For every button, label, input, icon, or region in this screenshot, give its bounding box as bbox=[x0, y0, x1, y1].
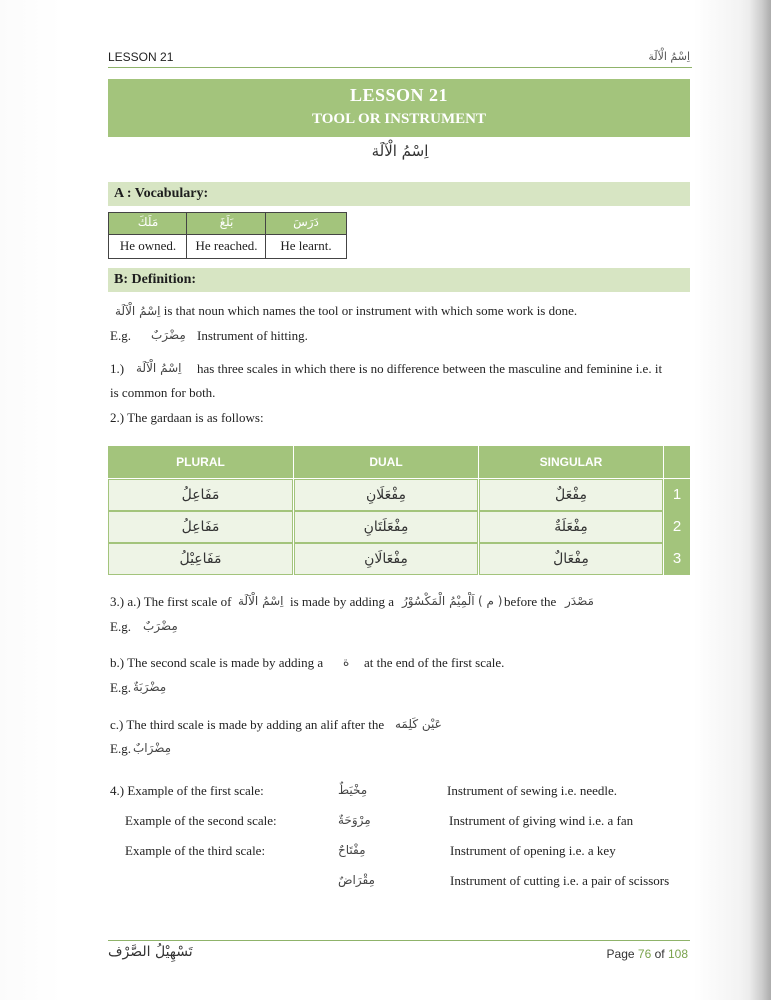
rule-3a-before: before the bbox=[504, 594, 557, 609]
row-2-singular: مِفْعَلَةٌ bbox=[479, 511, 663, 543]
row-2-number: 2 bbox=[664, 511, 690, 543]
footer-book-title: تَسْهِيْلُ الصَّرْف bbox=[108, 944, 193, 960]
col-header-singular: SINGULAR bbox=[479, 446, 663, 478]
definition-arabic: اِسْمُ الْآلَة bbox=[115, 304, 161, 318]
example-2-meaning: Instrument of giving wind i.e. a fan bbox=[449, 813, 634, 828]
rule-3b-eg-label: E.g. bbox=[110, 680, 131, 695]
page-number: 76 bbox=[637, 947, 652, 961]
row-2-dual: مِفْعَلَتَانِ bbox=[294, 511, 478, 543]
footer-rule bbox=[108, 940, 690, 941]
banner-subtitle: TOOL OR INSTRUMENT bbox=[312, 111, 486, 127]
row-3-dual: مِفْعَالَانِ bbox=[294, 543, 478, 575]
rule-3a-mid: is made by adding a bbox=[290, 594, 394, 609]
eg-arabic: مِضْرَبٌ bbox=[151, 328, 186, 342]
rule-3b-text: b.) The second scale is made by adding a bbox=[110, 655, 324, 670]
vocab-arabic-2: بَلَغَ bbox=[219, 215, 234, 229]
row-1-singular: مِفْعَلٌ bbox=[479, 479, 663, 511]
definition-text: is that noun which names the tool or instrument with which some work is done. bbox=[163, 303, 578, 318]
banner-arabic-title: اِسْمُ الْآلَة bbox=[371, 142, 429, 160]
page-of-word: of bbox=[654, 947, 665, 961]
row-3-singular: مِفْعَالٌ bbox=[479, 543, 663, 575]
row-2-plural: مَفَاعِلُ bbox=[108, 511, 293, 543]
gardaan-table bbox=[108, 446, 690, 576]
point-1-label: 1.) bbox=[110, 361, 125, 376]
row-3-plural: مَفَاعِيْلُ bbox=[108, 543, 293, 575]
col-header-number bbox=[664, 446, 690, 478]
example-3-meaning: Instrument of opening i.e. a key bbox=[450, 843, 616, 858]
row-3-number: 3 bbox=[664, 543, 690, 575]
example-1-arabic: مِخْيَطٌ bbox=[338, 783, 368, 797]
point-1-text-cont: is common for both. bbox=[110, 385, 216, 400]
section-b-heading: B: Definition: bbox=[114, 272, 197, 287]
running-head-lesson: LESSON 21 bbox=[108, 50, 174, 64]
section-b-bar bbox=[108, 268, 690, 292]
example-3-arabic: مِفْتَاحٌ bbox=[338, 843, 366, 857]
rule-3c-arabic: عَيْن كَلِمَه bbox=[395, 717, 442, 731]
rule-3b-text-end: at the end of the first scale. bbox=[364, 655, 505, 670]
rule-3a-eg-label: E.g. bbox=[110, 619, 131, 634]
vocab-divider bbox=[109, 234, 346, 235]
col-header-plural: PLURAL bbox=[108, 446, 293, 478]
rule-3a-arabic-letter: ( م ) bbox=[478, 594, 503, 608]
section-a-bar bbox=[108, 182, 690, 206]
point-2-text: 2.) The gardaan is as follows: bbox=[110, 410, 264, 425]
vocab-english-1: He owned. bbox=[119, 238, 177, 253]
eg-label: E.g. bbox=[110, 328, 131, 343]
rule-3a-eg-arabic: مِضْرَبٌ bbox=[143, 619, 178, 633]
page-edge-shadow bbox=[749, 0, 771, 1000]
point-1-arabic: اِسْمُ الْآلَة bbox=[136, 361, 182, 375]
page-indicator bbox=[560, 947, 688, 961]
lesson-banner bbox=[108, 79, 690, 137]
example-2-arabic: مِرْوَحَةٌ bbox=[338, 813, 371, 827]
header-rule bbox=[108, 67, 692, 68]
vocab-english-3: He learnt. bbox=[280, 238, 332, 253]
example-2-label: Example of the second scale: bbox=[125, 813, 277, 828]
section-a-heading: A : Vocabulary: bbox=[114, 186, 209, 201]
page-total: 108 bbox=[667, 947, 688, 961]
banner-title: LESSON 21 bbox=[349, 85, 449, 105]
example-4-arabic: مِقْرَاضٌ bbox=[338, 873, 375, 887]
page-word: Page bbox=[606, 947, 635, 961]
definition-line bbox=[115, 303, 577, 319]
running-head-arabic: اِسْمُ الْآلَة bbox=[648, 50, 690, 63]
row-1-plural: مَفَاعِلُ bbox=[108, 479, 293, 511]
rule-3c-eg-label: E.g. bbox=[110, 741, 131, 756]
rule-3a-prefix: 3.) a.) The first scale of bbox=[110, 594, 232, 609]
example-3-label: Example of the third scale: bbox=[125, 843, 266, 858]
rule-3a-arabic-meem: اَلْمِيْمُ الْمَكْسُوْرُ bbox=[402, 594, 475, 608]
point-1-text: has three scales in which there is no difference between the masculine and feminine i.e. it bbox=[197, 361, 663, 376]
vocabulary-table bbox=[108, 212, 347, 259]
rule-3c-text: c.) The third scale is made by adding an alif after the bbox=[110, 717, 385, 732]
rule-3c-eg-arabic: مِضْرَابٌ bbox=[133, 741, 172, 755]
vocab-english-2: He reached. bbox=[195, 238, 258, 253]
example-1-label: 4.) Example of the first scale: bbox=[110, 783, 264, 798]
rule-3b-arabic: ة bbox=[343, 655, 350, 669]
row-1-dual: مِفْعَلَانِ bbox=[294, 479, 478, 511]
vocab-arabic-3: دَرَسَ bbox=[293, 215, 319, 229]
vocab-arabic-1: مَلَكَ bbox=[137, 215, 159, 229]
rule-3a-arabic-term: اِسْمُ الْآلَة bbox=[238, 594, 284, 608]
col-header-dual: DUAL bbox=[294, 446, 478, 478]
row-1-number: 1 bbox=[664, 479, 690, 511]
eg-text: Instrument of hitting. bbox=[197, 328, 308, 343]
rule-3b-eg-arabic: مِضْرَبَةٌ bbox=[133, 680, 167, 694]
example-1-meaning: Instrument of sewing i.e. needle. bbox=[447, 783, 618, 798]
example-4-meaning: Instrument of cutting i.e. a pair of scissors bbox=[450, 873, 670, 888]
rule-3a-arabic-masdar: مَصْدَر bbox=[565, 594, 594, 608]
